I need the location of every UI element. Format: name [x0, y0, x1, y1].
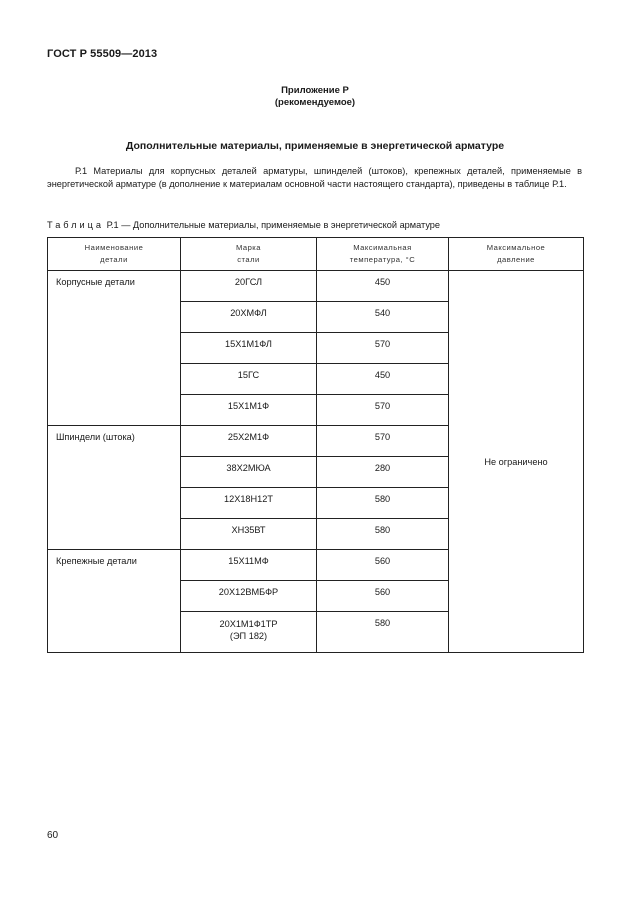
part-cell: Корпусные детали [48, 271, 181, 426]
header-grade [181, 238, 317, 271]
temp-cell: 540 [317, 302, 449, 333]
intro-paragraph [47, 165, 582, 191]
table-caption-label: Таблица [47, 220, 105, 230]
header-temp [317, 238, 449, 271]
part-cell: Крепежные детали [48, 550, 181, 653]
temp-cell: 580 [317, 488, 449, 519]
temp-cell: 570 [317, 395, 449, 426]
grade-cell: 15ГС [181, 364, 317, 395]
section-title: Дополнительные материалы, применяемые в энергетической арматуре [125, 140, 505, 152]
grade-cell: 12Х18Н12Т [181, 488, 317, 519]
appendix-heading [0, 85, 630, 109]
intro-paragraph-text: Р.1 Материалы для корпусных деталей арматуры, шпинделей (штоков), крепежных деталей, применяемые в энергетической арматуре (в дополнение к материалам основной части настоящего стандарта), приведены в таблице Р.1. [47, 166, 582, 189]
appendix-title: Приложение Р [281, 85, 349, 96]
header-temp-line2: температура, °С [349, 255, 416, 264]
grade-cell: 15Х11МФ [181, 550, 317, 581]
document-id: ГОСТ Р 55509—2013 [47, 48, 158, 60]
header-part-line1: Наименование [84, 243, 144, 252]
temp-cell: 570 [317, 426, 449, 457]
grade-cell [181, 612, 317, 653]
header-pressure-line2: давление [497, 255, 535, 264]
temp-cell: 580 [317, 612, 449, 653]
grade-note: (ЭП 182) [229, 631, 268, 641]
header-pressure [449, 238, 584, 271]
appendix-subtitle: (рекомендуемое) [274, 97, 356, 108]
table-header-row [48, 238, 584, 271]
table-row [48, 271, 584, 302]
temp-cell: 580 [317, 519, 449, 550]
grade-text: 20Х1М1Ф1ТР [219, 619, 278, 629]
temp-cell: 570 [317, 333, 449, 364]
temp-cell: 450 [317, 364, 449, 395]
materials-table [47, 237, 584, 653]
temp-cell: 450 [317, 271, 449, 302]
temp-cell: 560 [317, 581, 449, 612]
header-pressure-line1: Максимальное [486, 243, 546, 252]
grade-cell: 20ГСЛ [181, 271, 317, 302]
header-part [48, 238, 181, 271]
grade-cell: 20ХМФЛ [181, 302, 317, 333]
grade-cell: 20Х12ВМБФР [181, 581, 317, 612]
table-caption-text: Р.1 — Дополнительные материалы, применяемые в энергетической арматуре [104, 220, 441, 230]
table-caption [47, 220, 440, 230]
header-temp-line1: Максимальная [353, 243, 412, 252]
header-grade-line2: стали [237, 255, 260, 264]
header-grade-line1: Марка [235, 243, 262, 252]
grade-cell: 15Х1М1Ф [181, 395, 317, 426]
grade-cell: 25Х2М1Ф [181, 426, 317, 457]
header-part-line2: детали [100, 255, 128, 264]
grade-cell: 15Х1М1ФЛ [181, 333, 317, 364]
pressure-cell: Не ограничено [449, 271, 584, 653]
grade-cell: 38Х2МЮА [181, 457, 317, 488]
grade-cell: ХН35ВТ [181, 519, 317, 550]
temp-cell: 280 [317, 457, 449, 488]
temp-cell: 560 [317, 550, 449, 581]
part-cell: Шпиндели (штока) [48, 426, 181, 550]
page-number: 60 [47, 830, 59, 841]
